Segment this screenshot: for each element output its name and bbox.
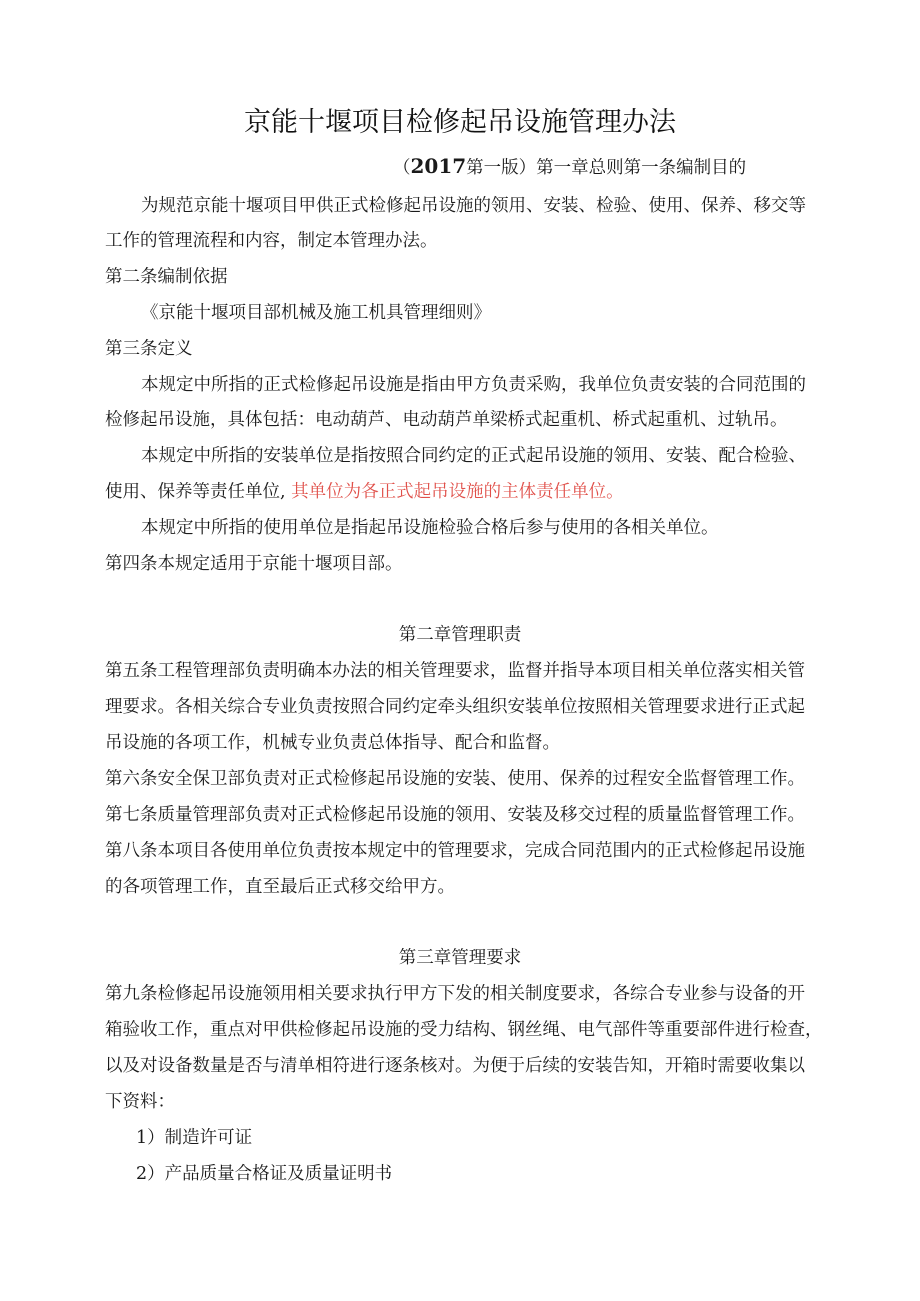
definition-2-line-2 (105, 480, 624, 504)
chapter-2-title: 第二章管理职责 (398, 625, 522, 645)
article-6: 第六条安全保卫部负责对正式检修起吊设施的安装、使用、保养的过程安全监督管理工作。 (105, 769, 805, 789)
article-2-reference: 《京能十堰项目部机械及施工机具管理细则》 (141, 303, 491, 323)
edition-open: （ (393, 158, 411, 178)
definition-2-highlight: 其单位为各正式起吊设施的主体责任单位。 (285, 482, 624, 502)
list-item: 2）产品质量合格证及质量证明书 (136, 1164, 393, 1184)
article-8-line-1: 第八条本项目各使用单位负责按本规定中的管理要求，完成合同范围内的正式检修起吊设施 (105, 841, 805, 861)
edition-line (393, 154, 746, 180)
definition-2-line-1: 本规定中所指的安装单位是指按照合同约定的正式起吊设施的领用、安装、配合检验、 (141, 446, 806, 466)
document-title: 京能十堰项目检修起吊设施管理办法 (244, 107, 676, 138)
article-5-line-1: 第五条工程管理部负责明确本办法的相关管理要求，监督并指导本项目相关单位落实相关管 (105, 661, 805, 681)
edition-year: 2017 (410, 154, 467, 178)
article-9-line-2: 箱验收工作，重点对甲供检修起吊设施的受力结构、钢丝绳、电气部件等重要部件进行检查， (105, 1020, 823, 1040)
article-9-line-1: 第九条检修起吊设施领用相关要求执行甲方下发的相关制度要求，各综合专业参与设备的开 (105, 984, 805, 1004)
article-3-title: 第三条定义 (105, 339, 193, 359)
purpose-line-1: 为规范京能十堰项目甲供正式检修起吊设施的领用、安装、检验、使用、保养、移交等 (141, 196, 806, 216)
article-5-line-2: 理要求。各相关综合专业负责按照合同约定牵头组织安装单位按照相关管理要求进行正式起 (105, 697, 805, 717)
article-8-line-2: 的各项管理工作，直至最后正式移交给甲方。 (105, 877, 455, 897)
article-5-line-3: 吊设施的各项工作，机械专业负责总体指导、配合和监督。 (105, 733, 560, 753)
definition-2-text: 使用、保养等责任单位, (105, 482, 286, 502)
article-7: 第七条质量管理部负责对正式检修起吊设施的领用、安装及移交过程的质量监督管理工作。 (105, 805, 805, 825)
chapter-3-title: 第三章管理要求 (398, 948, 522, 968)
definition-1-line-1: 本规定中所指的正式检修起吊设施是指由甲方负责采购，我单位负责安装的合同范围的 (141, 375, 806, 395)
article-4: 第四条本规定适用于京能十堰项目部。 (105, 554, 403, 574)
article-9-line-4: 下资料： (105, 1092, 175, 1112)
definition-1-line-2: 检修起吊设施，具体包括：电动葫芦、电动葫芦单梁桥式起重机、桥式起重机、过轨吊。 (105, 410, 788, 430)
article-9-line-3: 以及对设备数量是否与清单相符进行逐条核对。为便于后续的安装告知，开箱时需要收集以 (105, 1056, 805, 1076)
edition-rest: 第一版）第一章总则第一条编制目的 (466, 158, 747, 178)
definition-3: 本规定中所指的使用单位是指起吊设施检验合格后参与使用的各相关单位。 (141, 518, 719, 538)
purpose-line-2: 工作的管理流程和内容，制定本管理办法。 (105, 231, 438, 251)
list-item: 1）制造许可证 (136, 1128, 253, 1148)
article-2-title: 第二条编制依据 (105, 267, 228, 287)
